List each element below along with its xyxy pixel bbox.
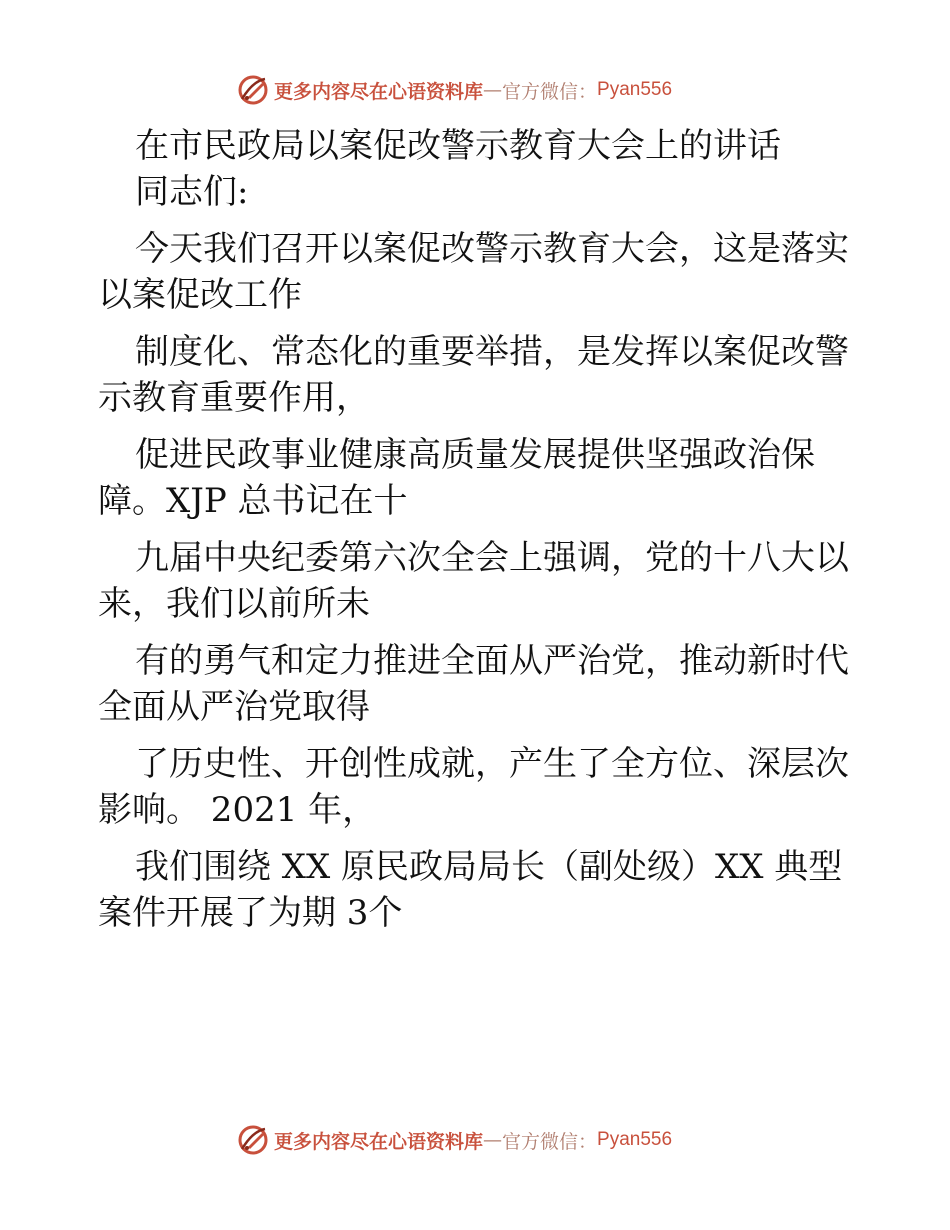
watermark-footer xyxy=(236,1122,672,1158)
paragraph-line: 九届中央纪委第六次全会上强调，党的十八大以 xyxy=(135,538,849,578)
pen-swirl-logo-icon xyxy=(236,73,270,107)
pen-swirl-logo-icon xyxy=(236,1123,270,1157)
paragraph-line: 障。XJP 总书记在十 xyxy=(98,480,408,521)
watermark-brand: 更多内容尽在心语资料库 xyxy=(274,80,484,103)
paragraph-line: 了历史性、开创性成就，产生了全方位、深层次 xyxy=(135,744,849,784)
watermark-header xyxy=(236,72,672,108)
paragraph-line: 促进民政事业健康高质量发展提供坚强政治保 xyxy=(135,435,815,475)
watermark-dash: — xyxy=(483,1129,503,1151)
watermark-brand: 更多内容尽在心语资料库 xyxy=(274,1130,484,1153)
paragraph-line: 全面从严治党取得 xyxy=(98,686,370,727)
watermark-wechat-label: 官方微信： xyxy=(502,1130,598,1153)
paragraph-line: 示教育重要作用， xyxy=(98,377,370,418)
paragraph-line: 以案促改工作 xyxy=(98,274,302,315)
watermark-dash: — xyxy=(483,79,503,101)
watermark-wechat-label: 官方微信： xyxy=(502,80,598,103)
watermark-wechat-id: Pyan556 xyxy=(597,1129,673,1150)
paragraph-line: 我们围绕 XX 原民政局局长（副处级）XX 典型 xyxy=(135,847,843,887)
watermark-wechat-id: Pyan556 xyxy=(597,79,673,100)
paragraph-line: 今天我们召开以案促改警示教育大会，这是落实 xyxy=(135,229,849,269)
paragraph-line: 影响。 2021 年， xyxy=(98,789,377,830)
paragraph-line: 有的勇气和定力推进全面从严治党，推动新时代 xyxy=(135,641,849,681)
paragraph-line: 来，我们以前所未 xyxy=(98,583,370,624)
document-title: 在市民政局以案促改警示教育大会上的讲话 xyxy=(135,126,781,166)
document-body xyxy=(98,124,858,936)
salutation: 同志们: xyxy=(135,171,249,212)
paragraph-line: 制度化、常态化的重要举措，是发挥以案促改警 xyxy=(135,332,849,372)
paragraph-line: 案件开展了为期 3个 xyxy=(98,892,403,933)
